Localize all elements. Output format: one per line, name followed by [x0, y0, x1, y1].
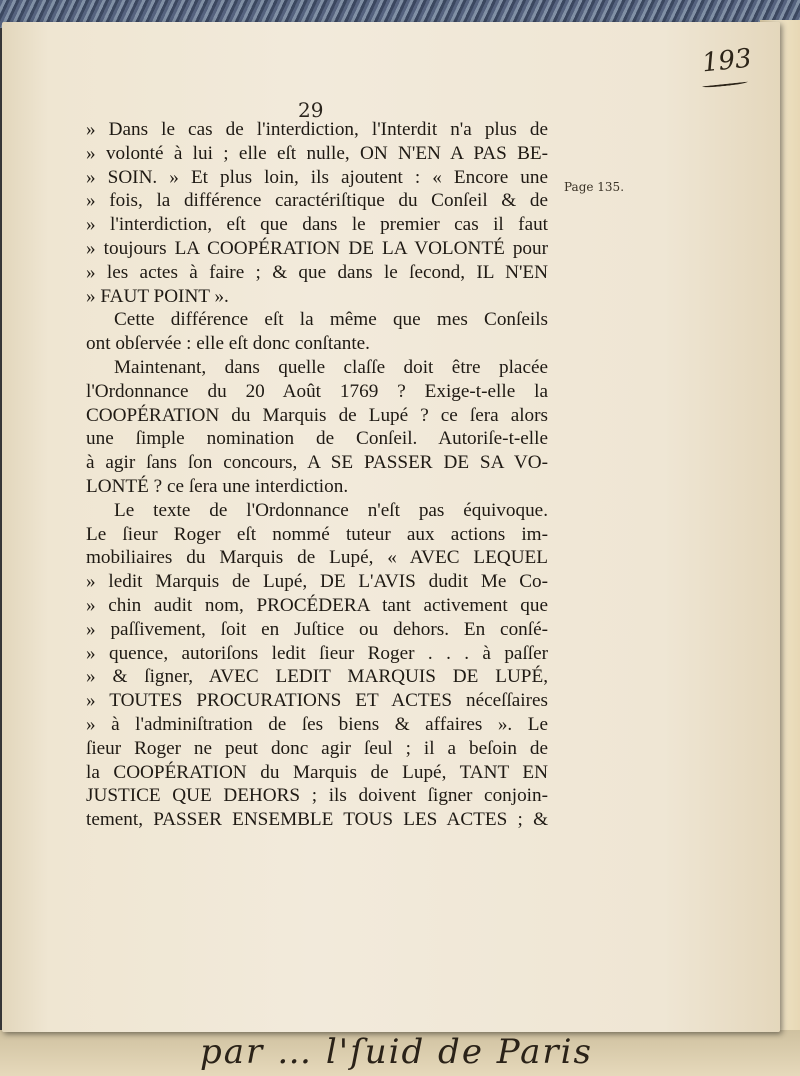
text-line: mobiliaires du Marquis de Lupé, « AVEC LEQUEL: [86, 547, 548, 569]
text-line: l'Ordonnance du 20 Août 1769 ? Exige-t-elle la: [86, 380, 548, 402]
body-text: [86, 118, 548, 832]
page-number: 29: [298, 98, 324, 122]
folio-underline: [702, 80, 748, 89]
text-line: » paſſivement, ſoit en Juſtice ou dehors. En conſé-: [86, 618, 548, 642]
text-line: » TOUTES PROCURATIONS ET ACTES néceſſaires: [86, 689, 548, 713]
text-line: » les actes à faire ; & que dans le ſecond, IL N'EN: [86, 261, 548, 285]
text-line: ont obſervée : elle eſt donc conſtante.: [86, 333, 370, 355]
text-line: » & ſigner, AVEC LEDIT MARQUIS DE LUPÉ,: [86, 665, 548, 689]
text-line: Le texte de l'Ordonnance n'eſt pas équivoque.: [114, 499, 548, 521]
text-line: » ledit Marquis de Lupé, DE L'AVIS dudit Me Co-: [86, 570, 548, 594]
text-line: » fois, la différence caractériſtique du Conſeil & de: [86, 189, 548, 213]
text-line: ſieur Roger ne peut donc agir ſeul ; il a beſoin de: [86, 737, 548, 759]
text-line: Le ſieur Roger eſt nommé tuteur aux actions im-: [86, 523, 548, 545]
folio-number: 193: [700, 43, 754, 79]
text-line: » chin audit nom, PROCÉDERA tant activement que: [86, 594, 548, 618]
margin-note: Page 135.: [564, 180, 625, 194]
text-line: COOPÉRATION du Marquis de Lupé ? ce ſera alors: [86, 404, 548, 426]
text-line: la COOPÉRATION du Marquis de Lupé, TANT EN: [86, 761, 548, 783]
text-line: » l'interdiction, eſt que dans le premier cas il faut: [86, 213, 548, 237]
text-line: » SOIN. » Et plus loin, ils ajoutent : « Encore une: [86, 166, 548, 190]
document-page: [2, 22, 780, 1032]
text-line: LONTÉ ? ce ſera une interdiction.: [86, 475, 349, 497]
text-line: JUSTICE QUE DEHORS ; ils doivent ſigner conjoin-: [86, 785, 548, 807]
text-line: une ſimple nomination de Conſeil. Autoriſe-t-elle: [86, 428, 548, 450]
text-line: » quence, autoriſons ledit ſieur Roger . . . à paſſer: [86, 642, 548, 666]
text-line: » volonté à lui ; elle eſt nulle, ON N'EN A PAS BE-: [86, 142, 548, 166]
text-line: » toujours LA COOPÉRATION DE LA VOLONTÉ pour: [86, 237, 548, 261]
text-line: Maintenant, dans quelle claſſe doit être placée: [114, 356, 548, 378]
text-line: » Dans le cas de l'interdiction, l'Interdit n'a plus de: [86, 118, 548, 142]
text-line: à agir ſans ſon concours, A SE PASSER DE SA VO-: [86, 452, 548, 474]
underlying-handwriting: par … l'ſuid de Paris: [200, 1032, 593, 1072]
text-line: » FAUT POINT ».: [86, 285, 548, 309]
text-line: tement, PASSER ENSEMBLE TOUS LES ACTES ; &: [86, 809, 548, 831]
text-line: Cette différence eſt la même que mes Conſeils: [114, 309, 548, 331]
text-line: » à l'adminiſtration de ſes biens & affaires ». Le: [86, 713, 548, 737]
